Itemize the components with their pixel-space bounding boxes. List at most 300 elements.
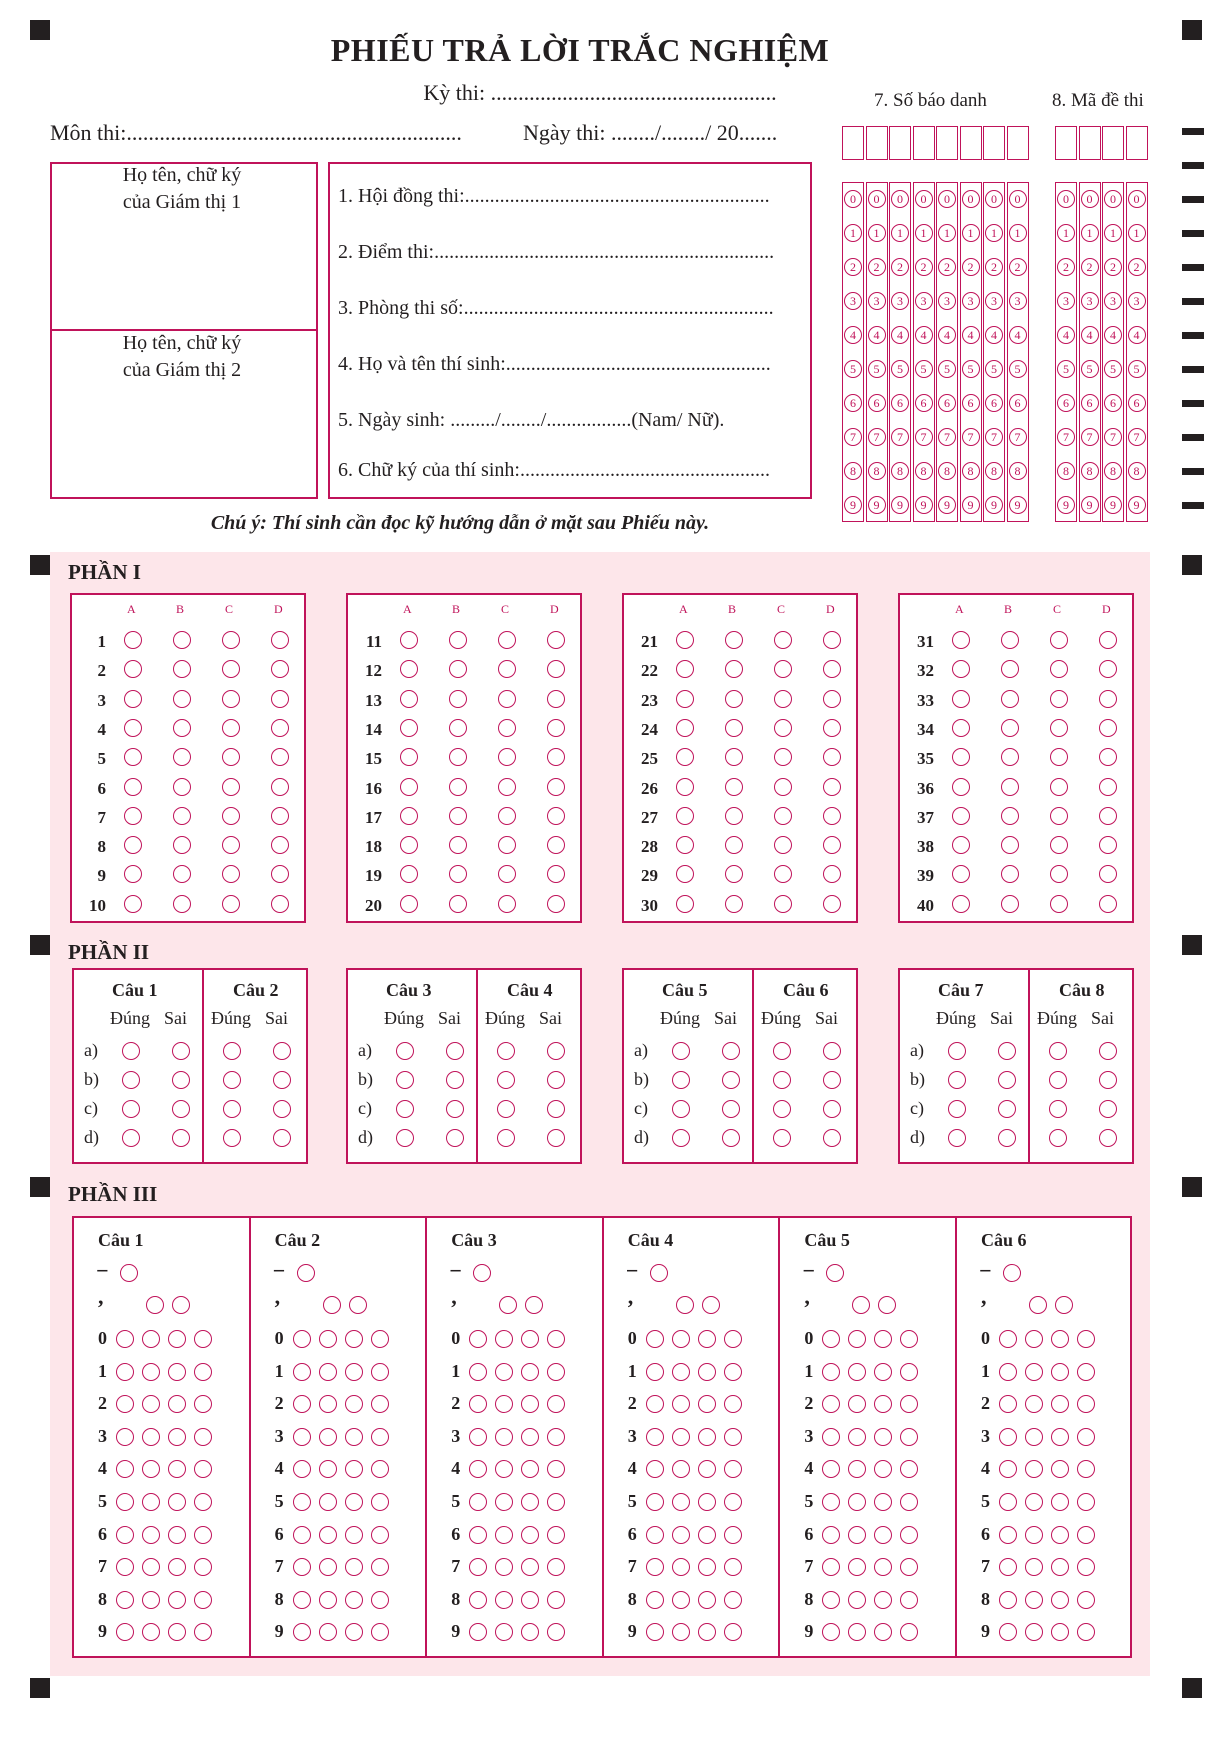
exam-code-write-cell[interactable] bbox=[1102, 126, 1124, 160]
answer-bubble[interactable] bbox=[952, 807, 970, 825]
exam-code-digit-bubble[interactable]: 2 bbox=[1104, 258, 1122, 276]
digit-bubble[interactable] bbox=[822, 1363, 840, 1381]
digit-bubble[interactable] bbox=[521, 1591, 539, 1609]
digit-bubble[interactable] bbox=[345, 1591, 363, 1609]
student-id-digit-bubble[interactable]: 5 bbox=[985, 360, 1003, 378]
digit-bubble[interactable] bbox=[1077, 1330, 1095, 1348]
digit-bubble[interactable] bbox=[319, 1395, 337, 1413]
digit-bubble[interactable] bbox=[495, 1363, 513, 1381]
answer-bubble[interactable] bbox=[222, 778, 240, 796]
digit-bubble[interactable] bbox=[116, 1428, 134, 1446]
false-bubble[interactable] bbox=[547, 1100, 565, 1118]
student-id-digit-bubble[interactable]: 0 bbox=[844, 190, 862, 208]
exam-code-digit-bubble[interactable]: 0 bbox=[1057, 190, 1075, 208]
digit-bubble[interactable] bbox=[547, 1591, 565, 1609]
student-id-digit-bubble[interactable]: 5 bbox=[1009, 360, 1027, 378]
answer-bubble[interactable] bbox=[222, 895, 240, 913]
student-id-digit-bubble[interactable]: 3 bbox=[985, 292, 1003, 310]
answer-bubble[interactable] bbox=[1099, 836, 1117, 854]
exam-code-digit-bubble[interactable]: 3 bbox=[1057, 292, 1075, 310]
student-id-digit-bubble[interactable]: 4 bbox=[985, 326, 1003, 344]
answer-bubble[interactable] bbox=[1001, 719, 1019, 737]
digit-bubble[interactable] bbox=[724, 1428, 742, 1446]
false-bubble[interactable] bbox=[1099, 1100, 1117, 1118]
digit-bubble[interactable] bbox=[900, 1363, 918, 1381]
digit-bubble[interactable] bbox=[1077, 1363, 1095, 1381]
digit-bubble[interactable] bbox=[142, 1330, 160, 1348]
student-id-digit-bubble[interactable]: 0 bbox=[868, 190, 886, 208]
exam-code-digit-bubble[interactable]: 6 bbox=[1104, 394, 1122, 412]
answer-bubble[interactable] bbox=[774, 778, 792, 796]
student-id-digit-bubble[interactable]: 3 bbox=[891, 292, 909, 310]
false-bubble[interactable] bbox=[273, 1100, 291, 1118]
student-id-write-cell[interactable] bbox=[936, 126, 958, 160]
answer-bubble[interactable] bbox=[1001, 690, 1019, 708]
false-bubble[interactable] bbox=[172, 1071, 190, 1089]
false-bubble[interactable] bbox=[547, 1129, 565, 1147]
student-id-digit-bubble[interactable]: 7 bbox=[1009, 428, 1027, 446]
digit-bubble[interactable] bbox=[547, 1526, 565, 1544]
true-bubble[interactable] bbox=[773, 1042, 791, 1060]
true-bubble[interactable] bbox=[672, 1100, 690, 1118]
student-id-digit-bubble[interactable]: 0 bbox=[891, 190, 909, 208]
minus-bubble[interactable] bbox=[120, 1264, 138, 1282]
true-bubble[interactable] bbox=[672, 1071, 690, 1089]
answer-bubble[interactable] bbox=[124, 778, 142, 796]
answer-bubble[interactable] bbox=[222, 836, 240, 854]
student-id-digit-bubble[interactable]: 0 bbox=[938, 190, 956, 208]
digit-bubble[interactable] bbox=[469, 1363, 487, 1381]
false-bubble[interactable] bbox=[1099, 1071, 1117, 1089]
student-id-digit-bubble[interactable]: 9 bbox=[938, 496, 956, 514]
digit-bubble[interactable] bbox=[371, 1558, 389, 1576]
answer-bubble[interactable] bbox=[547, 631, 565, 649]
student-id-write-cell[interactable] bbox=[1007, 126, 1029, 160]
answer-bubble[interactable] bbox=[1050, 836, 1068, 854]
exam-code-digit-bubble[interactable]: 4 bbox=[1128, 326, 1146, 344]
false-bubble[interactable] bbox=[172, 1042, 190, 1060]
digit-bubble[interactable] bbox=[1051, 1493, 1069, 1511]
student-id-digit-bubble[interactable]: 4 bbox=[868, 326, 886, 344]
digit-bubble[interactable] bbox=[168, 1428, 186, 1446]
answer-bubble[interactable] bbox=[222, 807, 240, 825]
true-bubble[interactable] bbox=[223, 1129, 241, 1147]
exam-code-digit-bubble[interactable]: 1 bbox=[1057, 224, 1075, 242]
digit-bubble[interactable] bbox=[142, 1526, 160, 1544]
answer-bubble[interactable] bbox=[1099, 631, 1117, 649]
false-bubble[interactable] bbox=[722, 1042, 740, 1060]
digit-bubble[interactable] bbox=[293, 1558, 311, 1576]
digit-bubble[interactable] bbox=[345, 1623, 363, 1641]
true-bubble[interactable] bbox=[948, 1100, 966, 1118]
digit-bubble[interactable] bbox=[1025, 1493, 1043, 1511]
answer-bubble[interactable] bbox=[400, 778, 418, 796]
false-bubble[interactable] bbox=[547, 1071, 565, 1089]
digit-bubble[interactable] bbox=[698, 1591, 716, 1609]
exam-code-digit-bubble[interactable]: 0 bbox=[1128, 190, 1146, 208]
student-id-digit-bubble[interactable]: 8 bbox=[985, 462, 1003, 480]
digit-bubble[interactable] bbox=[168, 1363, 186, 1381]
digit-bubble[interactable] bbox=[848, 1526, 866, 1544]
digit-bubble[interactable] bbox=[698, 1330, 716, 1348]
true-bubble[interactable] bbox=[497, 1071, 515, 1089]
digit-bubble[interactable] bbox=[469, 1591, 487, 1609]
digit-bubble[interactable] bbox=[371, 1460, 389, 1478]
digit-bubble[interactable] bbox=[1025, 1428, 1043, 1446]
student-id-digit-bubble[interactable]: 8 bbox=[915, 462, 933, 480]
digit-bubble[interactable] bbox=[646, 1526, 664, 1544]
student-id-digit-bubble[interactable]: 5 bbox=[844, 360, 862, 378]
true-bubble[interactable] bbox=[396, 1129, 414, 1147]
digit-bubble[interactable] bbox=[646, 1363, 664, 1381]
digit-bubble[interactable] bbox=[822, 1526, 840, 1544]
student-id-digit-bubble[interactable]: 9 bbox=[868, 496, 886, 514]
answer-bubble[interactable] bbox=[1099, 778, 1117, 796]
answer-bubble[interactable] bbox=[1099, 807, 1117, 825]
answer-bubble[interactable] bbox=[1001, 895, 1019, 913]
student-id-digit-bubble[interactable]: 1 bbox=[938, 224, 956, 242]
digit-bubble[interactable] bbox=[698, 1363, 716, 1381]
student-id-write-cell[interactable] bbox=[842, 126, 864, 160]
digit-bubble[interactable] bbox=[672, 1526, 690, 1544]
digit-bubble[interactable] bbox=[194, 1363, 212, 1381]
digit-bubble[interactable] bbox=[646, 1558, 664, 1576]
true-bubble[interactable] bbox=[497, 1129, 515, 1147]
digit-bubble[interactable] bbox=[1077, 1591, 1095, 1609]
digit-bubble[interactable] bbox=[168, 1526, 186, 1544]
false-bubble[interactable] bbox=[172, 1129, 190, 1147]
false-bubble[interactable] bbox=[722, 1100, 740, 1118]
answer-bubble[interactable] bbox=[124, 895, 142, 913]
student-id-digit-bubble[interactable]: 1 bbox=[915, 224, 933, 242]
answer-bubble[interactable] bbox=[774, 631, 792, 649]
student-id-digit-bubble[interactable]: 9 bbox=[962, 496, 980, 514]
student-id-digit-bubble[interactable]: 4 bbox=[962, 326, 980, 344]
student-id-digit-bubble[interactable]: 8 bbox=[1009, 462, 1027, 480]
digit-bubble[interactable] bbox=[319, 1460, 337, 1478]
answer-bubble[interactable] bbox=[676, 836, 694, 854]
false-bubble[interactable] bbox=[273, 1071, 291, 1089]
digit-bubble[interactable] bbox=[724, 1330, 742, 1348]
comma-bubble[interactable] bbox=[1055, 1296, 1073, 1314]
false-bubble[interactable] bbox=[998, 1042, 1016, 1060]
answer-bubble[interactable] bbox=[547, 719, 565, 737]
digit-bubble[interactable] bbox=[547, 1428, 565, 1446]
student-id-write-cell[interactable] bbox=[983, 126, 1005, 160]
answer-bubble[interactable] bbox=[173, 895, 191, 913]
exam-code-write-cell[interactable] bbox=[1079, 126, 1101, 160]
digit-bubble[interactable] bbox=[698, 1493, 716, 1511]
answer-bubble[interactable] bbox=[1099, 690, 1117, 708]
student-id-write-cell[interactable] bbox=[960, 126, 982, 160]
digit-bubble[interactable] bbox=[672, 1428, 690, 1446]
true-bubble[interactable] bbox=[773, 1129, 791, 1147]
minus-bubble[interactable] bbox=[297, 1264, 315, 1282]
true-bubble[interactable] bbox=[1049, 1042, 1067, 1060]
answer-bubble[interactable] bbox=[952, 631, 970, 649]
student-id-digit-bubble[interactable]: 8 bbox=[868, 462, 886, 480]
false-bubble[interactable] bbox=[998, 1071, 1016, 1089]
answer-bubble[interactable] bbox=[173, 778, 191, 796]
answer-bubble[interactable] bbox=[1099, 719, 1117, 737]
true-bubble[interactable] bbox=[948, 1071, 966, 1089]
answer-bubble[interactable] bbox=[547, 690, 565, 708]
student-id-digit-bubble[interactable]: 8 bbox=[962, 462, 980, 480]
digit-bubble[interactable] bbox=[646, 1330, 664, 1348]
digit-bubble[interactable] bbox=[848, 1363, 866, 1381]
answer-bubble[interactable] bbox=[952, 836, 970, 854]
digit-bubble[interactable] bbox=[293, 1363, 311, 1381]
digit-bubble[interactable] bbox=[1077, 1526, 1095, 1544]
answer-bubble[interactable] bbox=[1050, 719, 1068, 737]
digit-bubble[interactable] bbox=[142, 1363, 160, 1381]
student-id-digit-bubble[interactable]: 4 bbox=[1009, 326, 1027, 344]
answer-bubble[interactable] bbox=[449, 631, 467, 649]
digit-bubble[interactable] bbox=[319, 1526, 337, 1544]
digit-bubble[interactable] bbox=[1051, 1526, 1069, 1544]
answer-bubble[interactable] bbox=[173, 836, 191, 854]
answer-bubble[interactable] bbox=[823, 690, 841, 708]
digit-bubble[interactable] bbox=[345, 1363, 363, 1381]
answer-bubble[interactable] bbox=[1050, 895, 1068, 913]
answer-bubble[interactable] bbox=[449, 719, 467, 737]
false-bubble[interactable] bbox=[722, 1071, 740, 1089]
digit-bubble[interactable] bbox=[999, 1330, 1017, 1348]
answer-bubble[interactable] bbox=[271, 690, 289, 708]
student-id-digit-bubble[interactable]: 1 bbox=[891, 224, 909, 242]
false-bubble[interactable] bbox=[823, 1042, 841, 1060]
exam-code-digit-bubble[interactable]: 4 bbox=[1057, 326, 1075, 344]
answer-bubble[interactable] bbox=[725, 836, 743, 854]
digit-bubble[interactable] bbox=[293, 1591, 311, 1609]
digit-bubble[interactable] bbox=[116, 1493, 134, 1511]
false-bubble[interactable] bbox=[273, 1042, 291, 1060]
digit-bubble[interactable] bbox=[646, 1591, 664, 1609]
digit-bubble[interactable] bbox=[999, 1428, 1017, 1446]
digit-bubble[interactable] bbox=[646, 1428, 664, 1446]
student-id-digit-bubble[interactable]: 8 bbox=[891, 462, 909, 480]
exam-code-digit-bubble[interactable]: 8 bbox=[1057, 462, 1075, 480]
true-bubble[interactable] bbox=[122, 1100, 140, 1118]
exam-code-digit-bubble[interactable]: 6 bbox=[1128, 394, 1146, 412]
digit-bubble[interactable] bbox=[672, 1363, 690, 1381]
answer-bubble[interactable] bbox=[547, 836, 565, 854]
false-bubble[interactable] bbox=[446, 1042, 464, 1060]
answer-bubble[interactable] bbox=[774, 719, 792, 737]
digit-bubble[interactable] bbox=[724, 1395, 742, 1413]
answer-bubble[interactable] bbox=[547, 778, 565, 796]
student-id-digit-bubble[interactable]: 6 bbox=[962, 394, 980, 412]
digit-bubble[interactable] bbox=[698, 1428, 716, 1446]
true-bubble[interactable] bbox=[948, 1042, 966, 1060]
answer-bubble[interactable] bbox=[1001, 778, 1019, 796]
student-id-digit-bubble[interactable]: 0 bbox=[985, 190, 1003, 208]
answer-bubble[interactable] bbox=[547, 807, 565, 825]
student-id-digit-bubble[interactable]: 6 bbox=[938, 394, 956, 412]
student-id-digit-bubble[interactable]: 4 bbox=[844, 326, 862, 344]
digit-bubble[interactable] bbox=[547, 1363, 565, 1381]
answer-bubble[interactable] bbox=[400, 807, 418, 825]
digit-bubble[interactable] bbox=[646, 1395, 664, 1413]
student-id-digit-bubble[interactable]: 9 bbox=[915, 496, 933, 514]
student-id-digit-bubble[interactable]: 7 bbox=[891, 428, 909, 446]
digit-bubble[interactable] bbox=[345, 1330, 363, 1348]
student-id-digit-bubble[interactable]: 7 bbox=[938, 428, 956, 446]
answer-bubble[interactable] bbox=[1050, 778, 1068, 796]
exam-code-digit-bubble[interactable]: 2 bbox=[1081, 258, 1099, 276]
digit-bubble[interactable] bbox=[672, 1558, 690, 1576]
answer-bubble[interactable] bbox=[124, 690, 142, 708]
answer-bubble[interactable] bbox=[725, 719, 743, 737]
exam-code-digit-bubble[interactable]: 3 bbox=[1104, 292, 1122, 310]
exam-code-digit-bubble[interactable]: 5 bbox=[1081, 360, 1099, 378]
digit-bubble[interactable] bbox=[168, 1330, 186, 1348]
digit-bubble[interactable] bbox=[698, 1395, 716, 1413]
answer-bubble[interactable] bbox=[676, 631, 694, 649]
answer-bubble[interactable] bbox=[271, 631, 289, 649]
digit-bubble[interactable] bbox=[698, 1526, 716, 1544]
student-id-digit-bubble[interactable]: 7 bbox=[915, 428, 933, 446]
student-id-digit-bubble[interactable]: 2 bbox=[891, 258, 909, 276]
false-bubble[interactable] bbox=[1099, 1042, 1117, 1060]
false-bubble[interactable] bbox=[823, 1100, 841, 1118]
digit-bubble[interactable] bbox=[724, 1493, 742, 1511]
comma-bubble[interactable] bbox=[349, 1296, 367, 1314]
answer-bubble[interactable] bbox=[400, 895, 418, 913]
answer-bubble[interactable] bbox=[1050, 631, 1068, 649]
student-id-digit-bubble[interactable]: 9 bbox=[1009, 496, 1027, 514]
answer-bubble[interactable] bbox=[676, 807, 694, 825]
answer-bubble[interactable] bbox=[173, 719, 191, 737]
digit-bubble[interactable] bbox=[345, 1558, 363, 1576]
student-id-digit-bubble[interactable]: 2 bbox=[844, 258, 862, 276]
answer-bubble[interactable] bbox=[774, 895, 792, 913]
student-id-digit-bubble[interactable]: 7 bbox=[962, 428, 980, 446]
exam-code-digit-bubble[interactable]: 6 bbox=[1057, 394, 1075, 412]
student-id-write-cell[interactable] bbox=[889, 126, 911, 160]
answer-bubble[interactable] bbox=[498, 631, 516, 649]
answer-bubble[interactable] bbox=[498, 836, 516, 854]
digit-bubble[interactable] bbox=[116, 1526, 134, 1544]
digit-bubble[interactable] bbox=[345, 1526, 363, 1544]
false-bubble[interactable] bbox=[446, 1100, 464, 1118]
digit-bubble[interactable] bbox=[1051, 1363, 1069, 1381]
digit-bubble[interactable] bbox=[999, 1526, 1017, 1544]
student-id-digit-bubble[interactable]: 3 bbox=[915, 292, 933, 310]
answer-bubble[interactable] bbox=[449, 807, 467, 825]
answer-bubble[interactable] bbox=[449, 895, 467, 913]
digit-bubble[interactable] bbox=[142, 1428, 160, 1446]
digit-bubble[interactable] bbox=[1025, 1330, 1043, 1348]
digit-bubble[interactable] bbox=[345, 1460, 363, 1478]
student-id-digit-bubble[interactable]: 4 bbox=[915, 326, 933, 344]
digit-bubble[interactable] bbox=[194, 1330, 212, 1348]
digit-bubble[interactable] bbox=[495, 1526, 513, 1544]
student-id-digit-bubble[interactable]: 2 bbox=[938, 258, 956, 276]
true-bubble[interactable] bbox=[1049, 1071, 1067, 1089]
answer-bubble[interactable] bbox=[725, 895, 743, 913]
answer-bubble[interactable] bbox=[774, 690, 792, 708]
digit-bubble[interactable] bbox=[319, 1363, 337, 1381]
digit-bubble[interactable] bbox=[495, 1591, 513, 1609]
answer-bubble[interactable] bbox=[1099, 895, 1117, 913]
student-id-digit-bubble[interactable]: 7 bbox=[985, 428, 1003, 446]
exam-code-digit-bubble[interactable]: 9 bbox=[1081, 496, 1099, 514]
answer-bubble[interactable] bbox=[676, 895, 694, 913]
student-id-digit-bubble[interactable]: 0 bbox=[1009, 190, 1027, 208]
student-id-digit-bubble[interactable]: 2 bbox=[985, 258, 1003, 276]
student-id-digit-bubble[interactable]: 1 bbox=[1009, 224, 1027, 242]
answer-bubble[interactable] bbox=[823, 719, 841, 737]
student-id-digit-bubble[interactable]: 1 bbox=[844, 224, 862, 242]
answer-bubble[interactable] bbox=[725, 778, 743, 796]
answer-bubble[interactable] bbox=[222, 719, 240, 737]
student-id-write-cell[interactable] bbox=[913, 126, 935, 160]
exam-code-digit-bubble[interactable]: 4 bbox=[1104, 326, 1122, 344]
answer-bubble[interactable] bbox=[676, 690, 694, 708]
digit-bubble[interactable] bbox=[521, 1428, 539, 1446]
exam-code-digit-bubble[interactable]: 3 bbox=[1128, 292, 1146, 310]
digit-bubble[interactable] bbox=[371, 1623, 389, 1641]
answer-bubble[interactable] bbox=[1001, 631, 1019, 649]
digit-bubble[interactable] bbox=[469, 1526, 487, 1544]
digit-bubble[interactable] bbox=[521, 1363, 539, 1381]
answer-bubble[interactable] bbox=[498, 895, 516, 913]
minus-bubble[interactable] bbox=[650, 1264, 668, 1282]
student-id-digit-bubble[interactable]: 7 bbox=[844, 428, 862, 446]
digit-bubble[interactable] bbox=[724, 1558, 742, 1576]
exam-code-digit-bubble[interactable]: 3 bbox=[1081, 292, 1099, 310]
minus-bubble[interactable] bbox=[1003, 1264, 1021, 1282]
digit-bubble[interactable] bbox=[1025, 1591, 1043, 1609]
answer-bubble[interactable] bbox=[774, 807, 792, 825]
exam-code-digit-bubble[interactable]: 8 bbox=[1081, 462, 1099, 480]
digit-bubble[interactable] bbox=[168, 1591, 186, 1609]
false-bubble[interactable] bbox=[273, 1129, 291, 1147]
student-id-digit-bubble[interactable]: 5 bbox=[938, 360, 956, 378]
digit-bubble[interactable] bbox=[371, 1330, 389, 1348]
student-id-digit-bubble[interactable]: 4 bbox=[938, 326, 956, 344]
digit-bubble[interactable] bbox=[371, 1526, 389, 1544]
answer-bubble[interactable] bbox=[449, 690, 467, 708]
student-id-digit-bubble[interactable]: 3 bbox=[962, 292, 980, 310]
true-bubble[interactable] bbox=[223, 1100, 241, 1118]
answer-bubble[interactable] bbox=[823, 631, 841, 649]
true-bubble[interactable] bbox=[1049, 1100, 1067, 1118]
answer-bubble[interactable] bbox=[124, 807, 142, 825]
student-id-digit-bubble[interactable]: 5 bbox=[962, 360, 980, 378]
digit-bubble[interactable] bbox=[874, 1526, 892, 1544]
answer-bubble[interactable] bbox=[547, 895, 565, 913]
true-bubble[interactable] bbox=[497, 1100, 515, 1118]
answer-bubble[interactable] bbox=[1001, 807, 1019, 825]
answer-bubble[interactable] bbox=[222, 631, 240, 649]
digit-bubble[interactable] bbox=[293, 1460, 311, 1478]
digit-bubble[interactable] bbox=[724, 1591, 742, 1609]
exam-code-digit-bubble[interactable]: 1 bbox=[1104, 224, 1122, 242]
answer-bubble[interactable] bbox=[124, 719, 142, 737]
answer-bubble[interactable] bbox=[952, 778, 970, 796]
digit-bubble[interactable] bbox=[999, 1363, 1017, 1381]
answer-bubble[interactable] bbox=[124, 836, 142, 854]
answer-bubble[interactable] bbox=[498, 719, 516, 737]
student-id-digit-bubble[interactable]: 2 bbox=[868, 258, 886, 276]
student-id-digit-bubble[interactable]: 6 bbox=[868, 394, 886, 412]
digit-bubble[interactable] bbox=[371, 1493, 389, 1511]
exam-code-digit-bubble[interactable]: 9 bbox=[1104, 496, 1122, 514]
student-id-digit-bubble[interactable]: 2 bbox=[1009, 258, 1027, 276]
student-id-digit-bubble[interactable]: 8 bbox=[938, 462, 956, 480]
